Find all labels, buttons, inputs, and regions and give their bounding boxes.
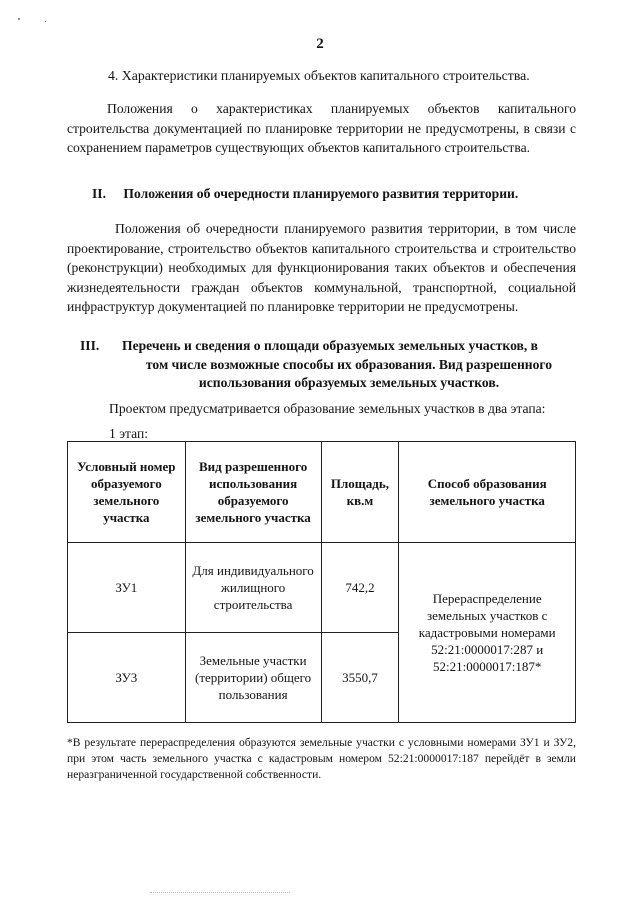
cell-permitted-use: Для индивидуального жилищного строительства — [185, 543, 321, 633]
section-2-paragraph: Положения об очередности планируемого развития территории, в том числе проектирование, строительство объектов капитального строительства и строительство (реконструкции) необходимых для функционирования таких объектов и обеспечения жизнедеятельности граждан объектов коммунальной, транспортной, социальной инфраструктур документацией по планировке территории не предусмотрены. — [67, 221, 576, 315]
section-2-number: II. — [92, 186, 106, 201]
scan-speck — [45, 21, 46, 22]
land-plots-table — [67, 441, 576, 723]
footnote: *В результате перераспределения образуются земельные участки с условными номерами ЗУ1 и ЗУ2, при этом часть земельного участка с кадастровым номером 52:21:0000017:187 перейдёт в земли неразграниченной государственной собственности. — [67, 736, 576, 781]
table-row — [68, 543, 576, 633]
section-4-paragraph: Положения о характеристиках планируемых объектов капитального строительства документацией по планировке территории не предусмотрены, в связи с сохранением параметров существующих объектов капитального строительства. — [67, 101, 576, 156]
scan-speck — [18, 18, 20, 20]
cell-plot-id: ЗУ3 — [68, 633, 186, 723]
header-permitted-use: Вид разрешенного использования образуемого земельного участка — [185, 442, 321, 543]
header-area: Площадь, кв.м — [321, 442, 399, 543]
cell-formation-method: Перераспределение земельных участков с кадастровыми номерами 52:21:0000017:287 и 52:21:0000017:187* — [399, 543, 576, 723]
cell-permitted-use: Земельные участки (территории) общего пользования — [185, 633, 321, 723]
section-3-number: III. — [80, 338, 100, 353]
section-3-title-line2: том числе возможные способы их образования. Вид разрешенного — [145, 357, 553, 372]
section-3-title-line1: Перечень и сведения о площади образуемых земельных участков, в — [122, 338, 539, 353]
header-formation-method: Способ образования земельного участка — [399, 442, 576, 543]
page-number: 2 — [316, 36, 324, 52]
cell-area: 742,2 — [321, 543, 399, 633]
cell-area: 3550,7 — [321, 633, 399, 723]
section-3-intro: Проектом предусматривается образование земельных участков в два этапа: — [109, 401, 546, 416]
section-4-heading: 4. Характеристики планируемых объектов капитального строительства. — [108, 68, 530, 83]
scan-bottom-line — [150, 892, 290, 893]
section-2-title: Положения об очередности планируемого развития территории. — [123, 186, 519, 201]
header-plot-number: Условный номер образуемого земельного участка — [68, 442, 186, 543]
cell-plot-id: ЗУ1 — [68, 543, 186, 633]
section-3-title-line3: использования образуемых земельных участков. — [198, 375, 500, 390]
section-2-heading — [92, 184, 518, 203]
stage-label: 1 этап: — [109, 426, 149, 441]
table-header-row — [68, 442, 576, 543]
